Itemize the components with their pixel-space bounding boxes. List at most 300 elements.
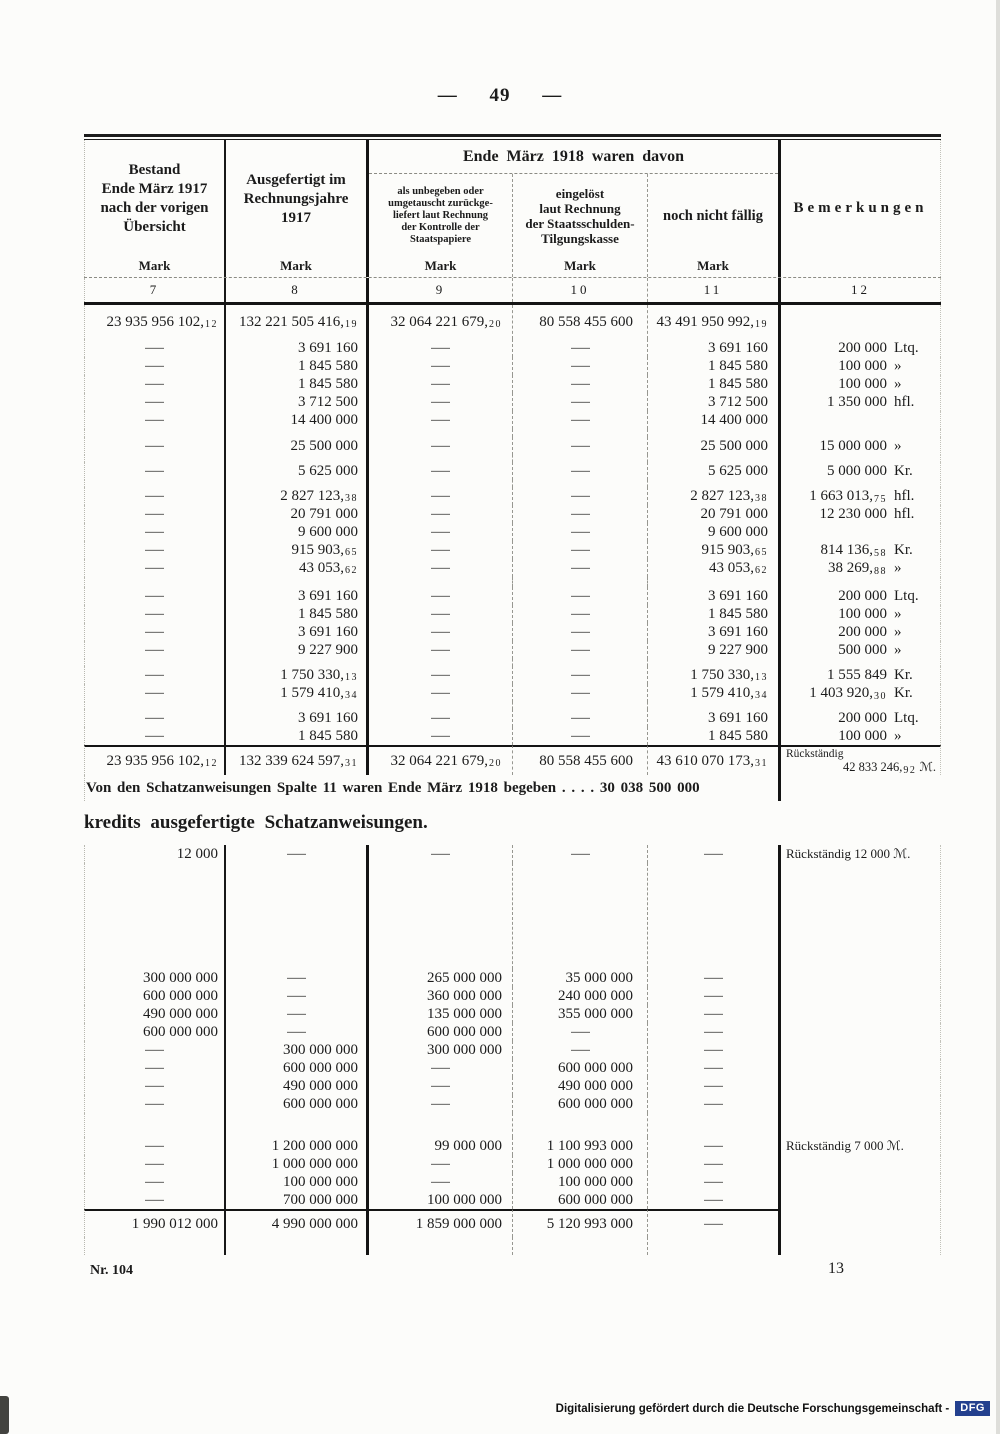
table-cell: 32 064 221 679, 20 — [369, 305, 513, 339]
totals-cell: 5 120 993 000 — [513, 1209, 648, 1237]
table-row — [84, 505, 941, 523]
table-cell: 265 000 000 — [369, 969, 513, 987]
table-row — [84, 1059, 941, 1077]
table-cell — [84, 577, 226, 587]
table-cell — [226, 480, 369, 487]
table-cell: — — [84, 1095, 226, 1113]
totals-cell: 23 935 956 102, 12 — [84, 745, 226, 775]
table-cell: — — [84, 1077, 226, 1095]
table-row — [84, 969, 941, 987]
table-row — [84, 987, 941, 1005]
header-line: eingelöst — [555, 186, 605, 201]
table-cell — [781, 1023, 941, 1041]
table-cell — [781, 1041, 941, 1059]
table-note-side-cell — [781, 775, 941, 801]
table-cell — [781, 1095, 941, 1113]
table-cell — [648, 863, 781, 969]
table-cell — [369, 429, 513, 437]
table-cell: — — [369, 339, 513, 357]
table-cell: — — [84, 1191, 226, 1209]
table-cell: — — [226, 969, 369, 987]
table-cell: 1 845 580 — [648, 727, 781, 745]
table-cell: 3 712 500 — [226, 393, 369, 411]
table-cell: — — [369, 666, 513, 684]
table-cell — [84, 429, 226, 437]
table-cell: 2 827 123, 38 — [226, 487, 369, 505]
table-cell: 360 000 000 — [369, 987, 513, 1005]
table-cell — [781, 1077, 941, 1095]
table-cell: 490 000 000 — [84, 1005, 226, 1023]
table-cell: — — [369, 605, 513, 623]
table-cell: 132 221 505 416, 19 — [226, 305, 369, 339]
table-cell — [648, 1113, 781, 1137]
table-note: Von den Schatzanweisungen Spalte 11 waren Ende März 1918 begeben . . . . 30 038 500 000 — [84, 775, 781, 801]
table-cell — [226, 1237, 369, 1255]
table-cell: — — [84, 393, 226, 411]
table-cell: 1 845 580 — [226, 605, 369, 623]
table-cell: — — [369, 623, 513, 641]
page-number: — 49 — — [437, 85, 563, 106]
table-cell: 12 230 000 hfl. — [781, 505, 941, 523]
totals-cell — [781, 1209, 941, 1237]
table-cell: — — [84, 462, 226, 480]
span-header-1918 — [369, 140, 781, 277]
table-cell: 100 000 » — [781, 375, 941, 393]
table-cell — [513, 577, 648, 587]
table-cell — [781, 969, 941, 987]
totals-cell: — — [648, 1209, 781, 1237]
table-cell: 600 000 000 — [513, 1059, 648, 1077]
table-cell: 1 845 580 — [226, 357, 369, 375]
table-cell: 3 691 160 — [226, 623, 369, 641]
table-cell: 3 691 160 — [226, 339, 369, 357]
table-cell — [648, 480, 781, 487]
table-row — [84, 684, 941, 702]
table-cell: — — [513, 605, 648, 623]
table-cell — [513, 1237, 648, 1255]
table-cell: 100 000 000 — [226, 1173, 369, 1191]
table-cell — [781, 1191, 941, 1209]
table-cell: 1 579 410, 34 — [648, 684, 781, 702]
table-cell — [84, 863, 226, 969]
table-row — [84, 462, 941, 480]
table-cell: 3 691 160 — [648, 709, 781, 727]
table-cell: 15 000 000 » — [781, 437, 941, 455]
table-cell: — — [369, 505, 513, 523]
column-9-header — [369, 174, 513, 277]
table-cell — [84, 1237, 226, 1255]
table-cell: 1 845 580 — [648, 605, 781, 623]
column-number: 9 — [369, 278, 513, 302]
table-cell: 3 691 160 — [648, 623, 781, 641]
table-cell — [513, 659, 648, 666]
table-cell: — — [513, 845, 648, 863]
table-cell: 1 403 920,30 Kr. — [781, 684, 941, 702]
unit-label: Mark — [280, 258, 312, 273]
table-cell: 43 053, 62 — [226, 559, 369, 577]
table-cell — [781, 702, 941, 709]
table-cell: — — [369, 462, 513, 480]
table-header — [84, 140, 941, 277]
table-cell: — — [84, 411, 226, 429]
table-cell: — — [513, 1023, 648, 1041]
table-cell: 1 200 000 000 — [226, 1137, 369, 1155]
table-cell — [781, 523, 941, 541]
table-cell: 1 750 330, 13 — [226, 666, 369, 684]
table-cell: — — [513, 559, 648, 577]
table-cell: 600 000 000 — [226, 1095, 369, 1113]
table-cell: — — [84, 1041, 226, 1059]
table-cell: — — [84, 487, 226, 505]
column-number: 11 — [648, 278, 781, 302]
table-cell: 600 000 000 — [369, 1023, 513, 1041]
table-cell — [513, 702, 648, 709]
table-cell: — — [84, 357, 226, 375]
table-cell: — — [369, 1095, 513, 1113]
column-12-header — [781, 140, 941, 277]
table-cell: 1 845 580 — [648, 357, 781, 375]
footer-page-number: 13 — [828, 1260, 844, 1277]
table-cell — [781, 455, 941, 462]
table-cell: — — [513, 727, 648, 745]
treasury-notes-table-1 — [84, 134, 941, 801]
table-cell: 600 000 000 — [513, 1191, 648, 1209]
dfg-logo: DFG — [955, 1401, 990, 1416]
table-cell: 5 625 000 — [226, 462, 369, 480]
header-line: laut Rechnung — [539, 201, 621, 216]
table-row — [84, 1005, 941, 1023]
table-cell: 300 000 000 — [369, 1041, 513, 1059]
table-row — [84, 1191, 941, 1209]
table-row — [84, 1077, 941, 1095]
digitization-credit — [556, 1401, 990, 1416]
table-row — [84, 709, 941, 727]
table-cell: 9 600 000 — [226, 523, 369, 541]
spacer-row — [84, 480, 941, 487]
table-cell: — — [513, 587, 648, 605]
table-cell — [226, 659, 369, 666]
table-cell: 200 000 Ltq. — [781, 587, 941, 605]
table-cell: 5 000 000 Kr. — [781, 462, 941, 480]
table-cell: — — [84, 684, 226, 702]
header-line: Übersicht — [123, 219, 186, 235]
table-cell: 600 000 000 — [84, 1023, 226, 1041]
header-line: der Kontrolle der — [401, 222, 480, 233]
table-row — [84, 1095, 941, 1113]
spacer-row — [84, 702, 941, 709]
column-number: 12 — [781, 278, 941, 302]
table-cell — [513, 863, 648, 969]
column-number: 8 — [226, 278, 369, 302]
table-cell: 200 000 Ltq. — [781, 339, 941, 357]
table-cell — [369, 455, 513, 462]
table-cell — [781, 1237, 941, 1255]
table-cell: 1 845 580 — [226, 727, 369, 745]
column-number: 7 — [84, 278, 226, 302]
table-cell: 814 136,58 Kr. — [781, 541, 941, 559]
table-cell: 600 000 000 — [84, 987, 226, 1005]
table-row — [84, 305, 941, 339]
table-row — [84, 487, 941, 505]
span-header-title: Ende März 1918 waren davon — [369, 140, 778, 174]
unit-label: Mark — [138, 258, 171, 273]
table-cell: — — [84, 587, 226, 605]
table-cell: — — [648, 1023, 781, 1041]
table-cell: — — [513, 541, 648, 559]
table-cell: — — [513, 375, 648, 393]
table-row — [84, 1041, 941, 1059]
totals-cell: 4 990 000 000 — [226, 1209, 369, 1237]
table-cell — [781, 305, 941, 339]
table-cell: — — [648, 845, 781, 863]
table-cell: — — [369, 641, 513, 659]
table-cell: — — [513, 339, 648, 357]
table-cell — [648, 702, 781, 709]
table1-body — [84, 305, 941, 801]
unit-label: Mark — [697, 258, 729, 273]
table-cell — [513, 1113, 648, 1137]
table-cell — [369, 1237, 513, 1255]
table-cell: 1 100 993 000 — [513, 1137, 648, 1155]
table-cell: — — [369, 1155, 513, 1173]
table-cell: — — [648, 1137, 781, 1155]
column-7-header — [84, 140, 226, 277]
table-cell: — — [369, 587, 513, 605]
table-cell — [369, 1113, 513, 1137]
table-cell: — — [369, 1077, 513, 1095]
table-cell: — — [84, 605, 226, 623]
table-cell: 1 663 013,75 hfl. — [781, 487, 941, 505]
table-cell: — — [84, 641, 226, 659]
totals-cell: 1 990 012 000 — [84, 1209, 226, 1237]
unit-label: Mark — [564, 258, 596, 273]
table-cell — [513, 480, 648, 487]
totals-row — [84, 745, 941, 775]
table-cell — [648, 577, 781, 587]
table-cell: 43 491 950 992, 19 — [648, 305, 781, 339]
table-cell: 100 000 » — [781, 727, 941, 745]
table-cell: — — [369, 487, 513, 505]
table-cell: — — [513, 709, 648, 727]
totals-cell: 32 064 221 679, 20 — [369, 745, 513, 775]
table-cell: 100 000 » — [781, 357, 941, 375]
table-cell: — — [84, 1137, 226, 1155]
table-cell: 240 000 000 — [513, 987, 648, 1005]
table-cell: 2 827 123, 38 — [648, 487, 781, 505]
table-cell: 1 350 000 hfl. — [781, 393, 941, 411]
table-cell: — — [513, 641, 648, 659]
column-number-row — [84, 277, 941, 305]
table-cell — [781, 577, 941, 587]
header-line: 1917 — [281, 209, 311, 226]
table-cell: — — [648, 1077, 781, 1095]
header-line: noch nicht fällig — [663, 207, 763, 224]
credit-text: Digitalisierung gefördert durch die Deutsche Forschungsgemeinschaft - — [555, 1402, 950, 1415]
table-cell: — — [648, 1095, 781, 1113]
table-cell — [781, 411, 941, 429]
header-line: nach der vorigen — [100, 200, 209, 216]
table-cell: — — [369, 357, 513, 375]
table-cell — [781, 659, 941, 666]
table-cell — [781, 1059, 941, 1077]
table-row — [84, 559, 941, 577]
table-cell: — — [84, 1155, 226, 1173]
table-cell — [84, 702, 226, 709]
table-cell: — — [648, 1155, 781, 1173]
table-cell: 490 000 000 — [513, 1077, 648, 1095]
table-row — [84, 727, 941, 745]
table-cell — [369, 577, 513, 587]
table-cell: — — [513, 666, 648, 684]
table-cell — [648, 1237, 781, 1255]
table-cell: 600 000 000 — [226, 1059, 369, 1077]
table-cell — [369, 659, 513, 666]
table-cell: — — [513, 357, 648, 375]
table-cell: — — [513, 437, 648, 455]
totals-cell: 132 339 624 597, 31 — [226, 745, 369, 775]
table-row — [84, 1173, 941, 1191]
table-cell: — — [369, 1059, 513, 1077]
table-cell: 135 000 000 — [369, 1005, 513, 1023]
table-row — [84, 393, 941, 411]
table-cell: 12 000 — [84, 845, 226, 863]
table2-body — [84, 845, 941, 1255]
table-cell: — — [648, 1041, 781, 1059]
table-cell: 5 625 000 — [648, 462, 781, 480]
table-cell: — — [513, 523, 648, 541]
table-cell: — — [369, 523, 513, 541]
table-row — [84, 1137, 941, 1155]
header-line: Rechnungsjahre — [243, 190, 349, 207]
table-cell: 1 000 000 000 — [226, 1155, 369, 1173]
table-cell: 9 227 900 — [648, 641, 781, 659]
totals-cell: 80 558 455 600 — [513, 745, 648, 775]
table-row — [84, 339, 941, 357]
table-cell: — — [369, 541, 513, 559]
table-cell: — — [369, 559, 513, 577]
table-cell: 14 400 000 — [648, 411, 781, 429]
table-cell: 9 227 900 — [226, 641, 369, 659]
table-cell — [84, 659, 226, 666]
table-cell: — — [84, 623, 226, 641]
table-cell: — — [648, 1059, 781, 1077]
table-cell: — — [369, 393, 513, 411]
table-cell — [226, 702, 369, 709]
spacer-row — [84, 1113, 941, 1137]
table-cell: 80 558 455 600 — [513, 305, 648, 339]
table-cell: — — [513, 393, 648, 411]
table-cell: 3 691 160 — [226, 709, 369, 727]
treasury-notes-table-2 — [84, 845, 941, 1255]
table-row — [84, 587, 941, 605]
table-cell: — — [84, 559, 226, 577]
table-cell: 200 000 » — [781, 623, 941, 641]
table-cell: 1 555 849 Kr. — [781, 666, 941, 684]
table-cell — [513, 455, 648, 462]
table-row — [84, 605, 941, 623]
table-row — [84, 541, 941, 559]
table-cell: 915 903, 65 — [226, 541, 369, 559]
table-cell: — — [369, 437, 513, 455]
table-cell: — — [369, 709, 513, 727]
table-cell: 1 579 410, 34 — [226, 684, 369, 702]
table-row — [84, 1023, 941, 1041]
column-11-header — [648, 174, 778, 277]
table-cell — [781, 863, 941, 969]
table-cell: — — [226, 1023, 369, 1041]
spacer-row — [84, 863, 941, 969]
table-cell: 25 500 000 — [226, 437, 369, 455]
table-cell: — — [84, 1173, 226, 1191]
table-cell — [226, 1113, 369, 1137]
header-line: Staatspapiere — [409, 234, 472, 245]
table-row — [84, 845, 941, 863]
header-line: Ende März 1917 — [101, 181, 208, 197]
column-10-header — [513, 174, 648, 277]
table-cell: — — [648, 1191, 781, 1209]
table-cell: — — [369, 375, 513, 393]
totals-cell: 1 859 000 000 — [369, 1209, 513, 1237]
header-line: Bestand — [128, 162, 181, 178]
table-row — [84, 641, 941, 659]
table-cell: — — [513, 1041, 648, 1059]
table-cell: 20 791 000 — [226, 505, 369, 523]
table-cell — [513, 429, 648, 437]
table-cell: 3 691 160 — [226, 587, 369, 605]
header-line: als unbegeben oder — [397, 186, 484, 197]
table-cell — [648, 659, 781, 666]
table-cell — [781, 480, 941, 487]
table-cell: 200 000 Ltq. — [781, 709, 941, 727]
header-line: Tilgungskasse — [541, 231, 619, 246]
table-cell: 490 000 000 — [226, 1077, 369, 1095]
table-cell: Rückständig 12 000 ℳ. — [781, 845, 941, 863]
table-cell: Rückständig 7 000 ℳ. — [781, 1137, 941, 1155]
table-cell: — — [369, 1173, 513, 1191]
table-cell: — — [84, 375, 226, 393]
table-cell: 355 000 000 — [513, 1005, 648, 1023]
table-cell: 300 000 000 — [226, 1041, 369, 1059]
table-cell: 100 000 » — [781, 605, 941, 623]
table-cell: — — [369, 684, 513, 702]
table-cell — [648, 429, 781, 437]
table-cell — [369, 702, 513, 709]
table-cell: — — [84, 339, 226, 357]
table-cell: — — [84, 541, 226, 559]
table-cell — [84, 1113, 226, 1137]
table-cell: — — [226, 845, 369, 863]
column-8-header — [226, 140, 369, 277]
table-cell — [226, 577, 369, 587]
table-cell: 100 000 000 — [513, 1173, 648, 1191]
table-cell: — — [369, 845, 513, 863]
table-cell: — — [84, 523, 226, 541]
section-heading: kredits ausgefertigte Schatzanweisungen. — [84, 812, 428, 833]
table-cell: — — [513, 487, 648, 505]
table-cell: — — [648, 1005, 781, 1023]
table-cell: 1 845 580 — [648, 375, 781, 393]
table-cell: — — [648, 987, 781, 1005]
table-cell — [369, 480, 513, 487]
totals-cell: 43 610 070 173, 31 — [648, 745, 781, 775]
table-cell: — — [84, 666, 226, 684]
table-cell: 3 691 160 — [648, 339, 781, 357]
table-row — [84, 623, 941, 641]
table-row — [84, 523, 941, 541]
table-cell: 700 000 000 — [226, 1191, 369, 1209]
table-cell: 1 750 330, 13 — [648, 666, 781, 684]
table-row — [84, 357, 941, 375]
